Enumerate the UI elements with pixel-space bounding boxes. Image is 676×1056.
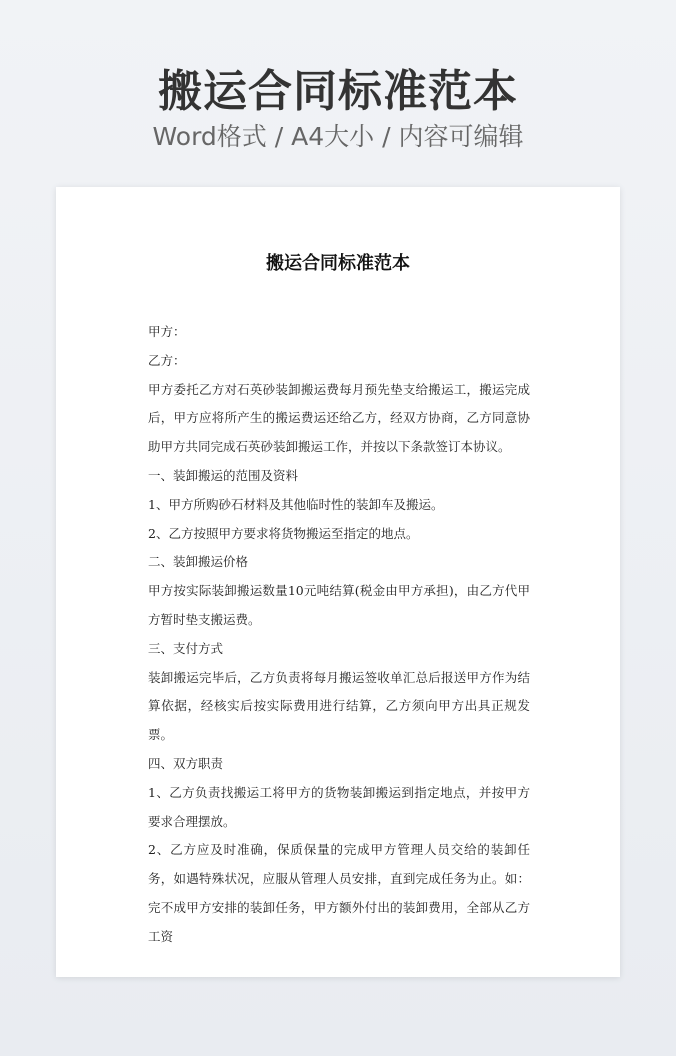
duties-item-1: 1、乙方负责找搬运工将甲方的货物装卸搬运到指定地点，并按甲方要求合理摆放。 <box>148 784 530 829</box>
document-title: 搬运合同标准范本 <box>266 253 410 274</box>
intro-paragraph: 甲方委托乙方对石英砂装卸搬运费每月预先垫支给搬运工，搬运完成后，甲方应将所产生的搬运费运还给乙方，经双方协商，乙方同意协助甲方共同完成石英砂装卸搬运工作，并按以下条款签订本协议。 <box>148 381 530 455</box>
scope-item-1: 1、甲方所购砂石材料及其他临时性的装卸车及搬运。 <box>148 496 444 512</box>
party-a-line: 甲方： <box>148 324 186 339</box>
document-page <box>56 187 620 977</box>
price-paragraph: 甲方按实际装卸搬运数量10元吨结算(税金由甲方承担)，由乙方代甲方暂时垫支搬运费。 <box>148 583 530 627</box>
party-b-line: 乙方： <box>148 352 186 368</box>
banner-title: 搬运合同标准范本 <box>158 66 518 117</box>
section-heading-payment: 三、支付方式 <box>148 640 224 656</box>
duties-item-2: 2、乙方应及时准确，保质保量的完成甲方管理人员交给的装卸任务，如遇特殊状况，应服从管理人员安排，直到完成任务为止。如：完不成甲方安排的装卸任务，甲方额外付出的装卸费用，全部从乙方工资 <box>148 842 530 944</box>
payment-paragraph: 装卸搬运完毕后，乙方负责将每月搬运签收单汇总后报送甲方作为结算依据，经核实后按实际费用进行结算，乙方须向甲方出具正规发票。 <box>148 669 530 743</box>
section-heading-duties: 四、双方职责 <box>148 755 224 771</box>
document-body <box>148 318 530 952</box>
banner-subtitle: Word格式 / A4大小 / 内容可编辑 <box>152 122 524 151</box>
section-heading-price: 二、装卸搬运价格 <box>148 554 249 570</box>
scope-item-2: 2、乙方按照甲方要求将货物搬运至指定的地点。 <box>148 525 419 541</box>
section-heading-scope: 一、装卸搬运的范围及资料 <box>148 467 299 483</box>
